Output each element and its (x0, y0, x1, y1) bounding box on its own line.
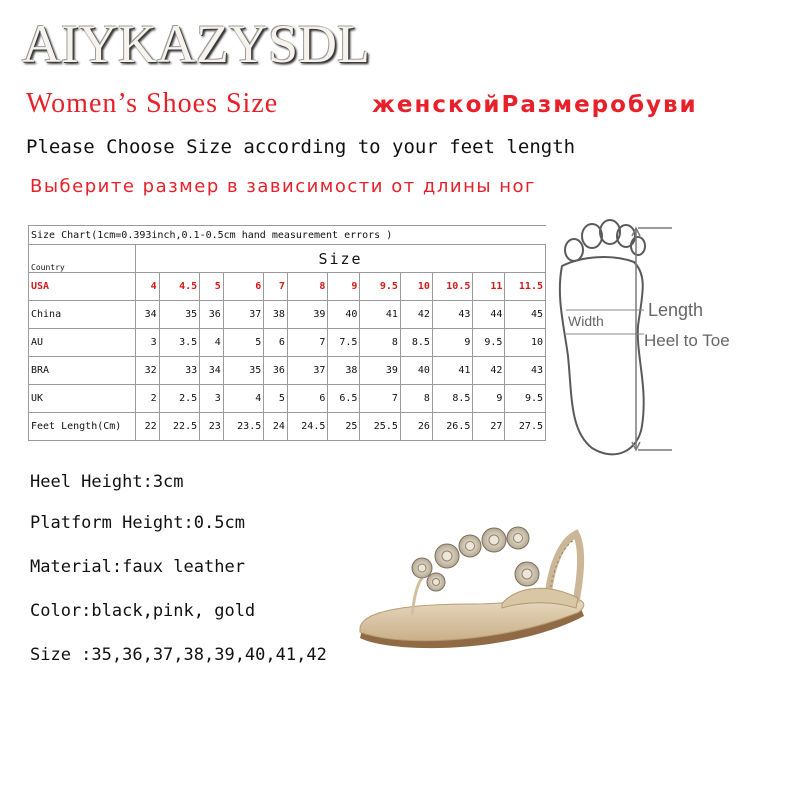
row-label: UK (29, 385, 136, 413)
sandal-footbed (360, 598, 584, 641)
table-cell: 9 (328, 273, 360, 301)
title-english: Women’s Shoes Size (26, 88, 279, 119)
width-label: Width (568, 313, 604, 329)
table-cell: 11.5 (505, 273, 546, 301)
table-cell: 3.5 (159, 329, 199, 357)
table-cell: 23 (200, 413, 224, 441)
heel-to-toe-label: Heel to Toe (644, 331, 730, 350)
row-label: USA (29, 273, 136, 301)
row-label: Feet Length(Cm) (29, 413, 136, 441)
table-row (29, 413, 546, 441)
table-cell: 6 (223, 273, 263, 301)
table-cell: 25.5 (360, 413, 400, 441)
table-cell: 4 (200, 329, 224, 357)
table-cell: 42 (473, 357, 505, 385)
table-cell: 41 (432, 357, 472, 385)
table-cell: 8.5 (432, 385, 472, 413)
table-cell: 22.5 (159, 413, 199, 441)
table-cell: 4 (223, 385, 263, 413)
table-cell: 38 (328, 357, 360, 385)
row-label: China (29, 301, 136, 329)
table-cell: 44 (473, 301, 505, 329)
table-cell: 9.5 (473, 329, 505, 357)
table-cell: 34 (136, 301, 160, 329)
table-cell: 9.5 (360, 273, 400, 301)
table-cell: 37 (223, 301, 263, 329)
table-cell: 36 (200, 301, 224, 329)
length-label: Length (648, 300, 704, 320)
table-cell: 7 (360, 385, 400, 413)
table-cell: 6.5 (328, 385, 360, 413)
table-cell: 8 (287, 273, 327, 301)
table-cell: 9 (473, 385, 505, 413)
table-cell: 25 (328, 413, 360, 441)
table-cell: 7 (287, 329, 327, 357)
table-cell: 5 (264, 385, 288, 413)
row-label: AU (29, 329, 136, 357)
table-cell: 9.5 (505, 385, 546, 413)
table-cell: 36 (264, 357, 288, 385)
table-cell: 27.5 (505, 413, 546, 441)
table-cell: 43 (505, 357, 546, 385)
table-cell: 24.5 (287, 413, 327, 441)
width-indicator (566, 310, 644, 334)
table-cell: 4 (136, 273, 160, 301)
instruction-russian: Выберите размер в зависимости от длины ног (30, 176, 537, 197)
table-cell: 35 (223, 357, 263, 385)
table-row (29, 385, 546, 413)
table-row (29, 273, 546, 301)
table-cell: 10 (400, 273, 432, 301)
table-cell: 6 (264, 329, 288, 357)
table-cell: 40 (328, 301, 360, 329)
table-cell: 2.5 (159, 385, 199, 413)
table-cell: 39 (360, 357, 400, 385)
table-cell: 34 (200, 357, 224, 385)
table-row (29, 301, 546, 329)
table-cell: 39 (287, 301, 327, 329)
table-cell: 24 (264, 413, 288, 441)
table-cell: 10.5 (432, 273, 472, 301)
sandal-flower-decoration (412, 527, 539, 591)
spec-color: Color:black,pink, gold (30, 601, 256, 621)
table-cell: 23.5 (223, 413, 263, 441)
size-chart-body (29, 226, 546, 441)
table-cell: 7.5 (328, 329, 360, 357)
table-cell: 26 (400, 413, 432, 441)
country-header: Country (29, 245, 136, 273)
size-chart-caption: Size Chart(1cm=0.393inch,0.1-0.5cm hand measurement errors ) (29, 226, 546, 245)
table-cell: 5 (200, 273, 224, 301)
table-cell: 42 (400, 301, 432, 329)
size-chart-header-row (29, 245, 546, 273)
table-cell: 8 (360, 329, 400, 357)
brand-logo-text: AIYKAZYSDL (22, 14, 370, 74)
table-cell: 4.5 (159, 273, 199, 301)
size-header: Size (136, 245, 546, 273)
table-cell: 9 (432, 329, 472, 357)
spec-material: Material:faux leather (30, 557, 245, 577)
table-cell: 32 (136, 357, 160, 385)
table-cell: 35 (159, 301, 199, 329)
table-cell: 27 (473, 413, 505, 441)
spec-size: Size :35,36,37,38,39,40,41,42 (30, 645, 327, 665)
table-cell: 11 (473, 273, 505, 301)
table-cell: 3 (136, 329, 160, 357)
size-chart-caption-row (29, 226, 546, 245)
table-cell: 3 (200, 385, 224, 413)
table-cell: 26.5 (432, 413, 472, 441)
instruction-english: Please Choose Size according to your feet length (26, 136, 576, 158)
table-cell: 37 (287, 357, 327, 385)
table-cell: 38 (264, 301, 288, 329)
table-cell: 10 (505, 329, 546, 357)
row-label: BRA (29, 357, 136, 385)
foot-outline-icon (560, 220, 645, 454)
size-chart-table (28, 225, 546, 441)
table-cell: 33 (159, 357, 199, 385)
table-cell: 5 (223, 329, 263, 357)
table-cell: 22 (136, 413, 160, 441)
table-cell: 45 (505, 301, 546, 329)
title-russian: женскойРазмеробуви (372, 92, 698, 118)
table-cell: 6 (287, 385, 327, 413)
foot-diagram (552, 206, 730, 466)
table-cell: 2 (136, 385, 160, 413)
spec-heel-height: Heel Height:3cm (30, 472, 184, 492)
table-cell: 40 (400, 357, 432, 385)
table-cell: 43 (432, 301, 472, 329)
spec-platform-height: Platform Height:0.5cm (30, 513, 245, 533)
table-row (29, 329, 546, 357)
sandal-product-image (352, 520, 592, 655)
table-row (29, 357, 546, 385)
table-cell: 41 (360, 301, 400, 329)
table-cell: 8 (400, 385, 432, 413)
table-cell: 8.5 (400, 329, 432, 357)
table-cell: 7 (264, 273, 288, 301)
